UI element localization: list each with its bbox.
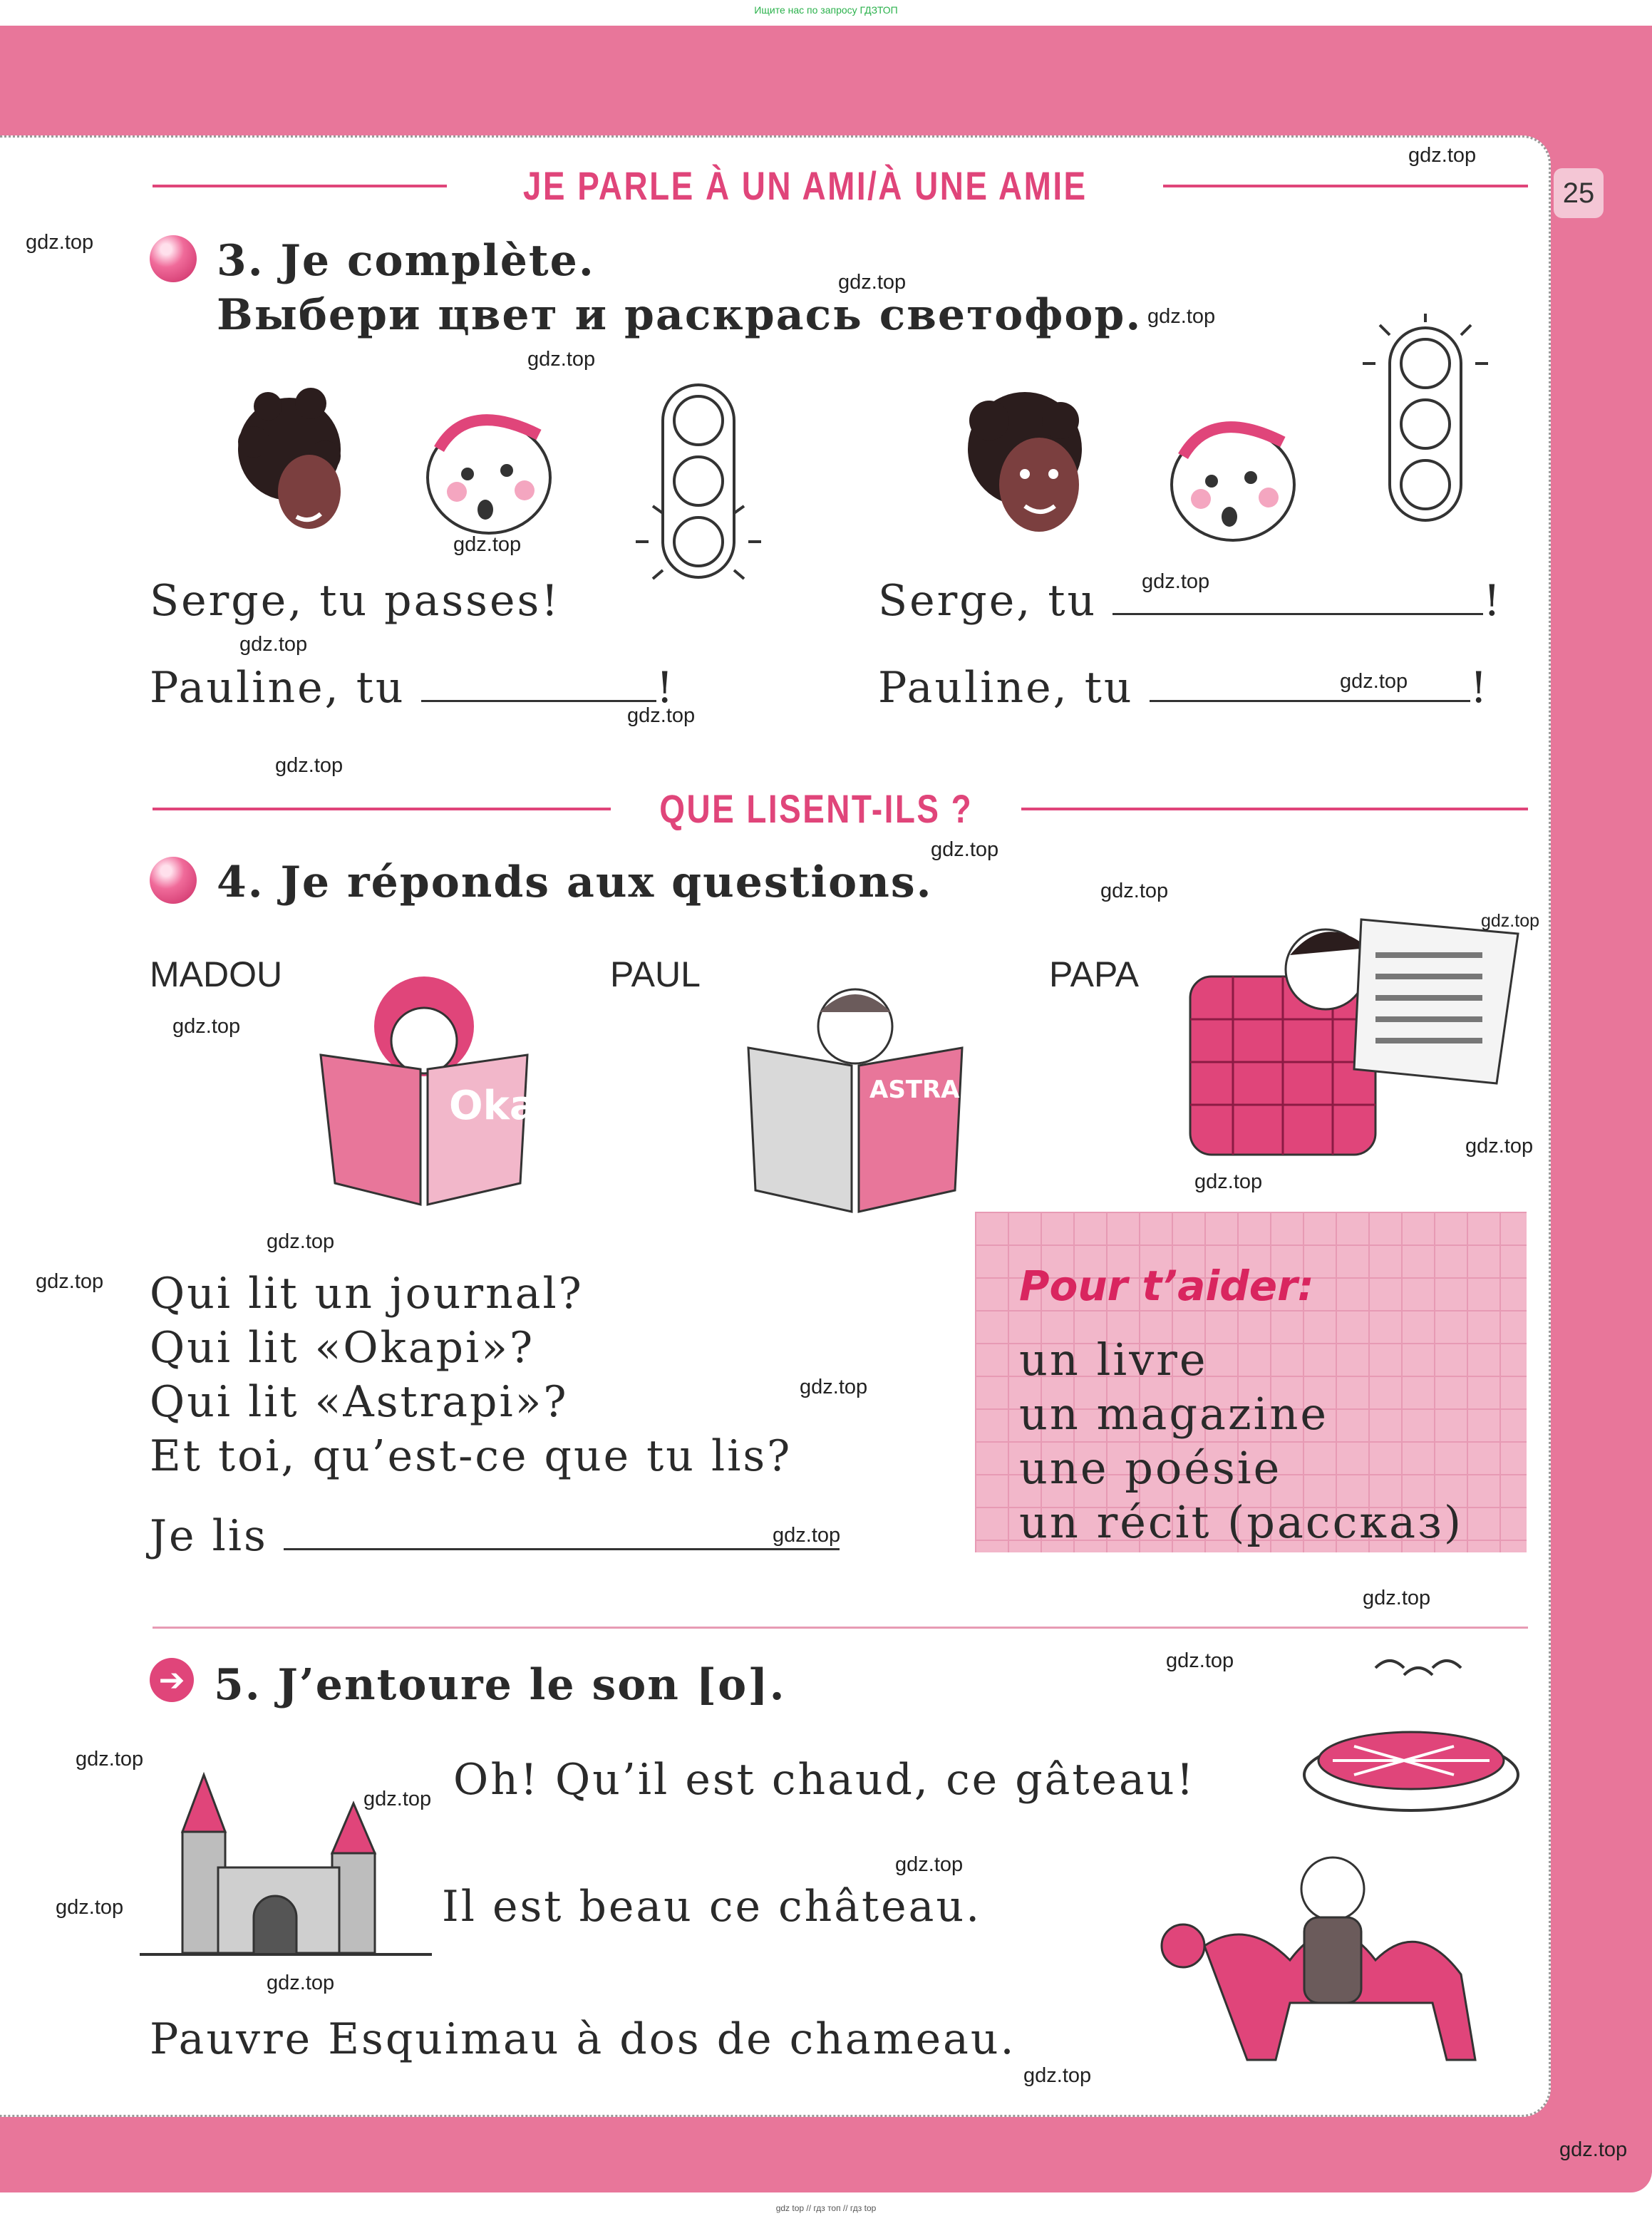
top-note: Ищите нас по запросу ГДЗТОП: [754, 4, 898, 16]
header-line-right: [1163, 185, 1528, 187]
watermark: gdz.top: [1194, 1170, 1263, 1193]
watermark: gdz.top: [56, 1896, 124, 1919]
paul-reading-illustration: [741, 976, 987, 1219]
question-4: Et toi, qu’est-ce que tu lis?: [150, 1431, 793, 1481]
watermark: gdz.top: [1363, 1587, 1431, 1609]
aid-list: [1019, 1333, 1463, 1550]
watermark: gdz.top: [172, 1015, 241, 1038]
ex3-line-1-text: Serge, tu passes!: [150, 576, 561, 626]
watermark: gdz.top: [1408, 144, 1477, 167]
aid-item: un récit (рассказ): [1019, 1496, 1464, 1548]
watermark: gdz.top: [26, 231, 94, 254]
name-paul: PAUL: [610, 954, 701, 994]
exercise-3-header: [150, 234, 1142, 342]
okapi-cover-label: Okapi: [449, 1083, 579, 1129]
watermark: gdz.top: [1166, 1649, 1234, 1672]
exercise-3-title: 3. Je complète.: [217, 236, 595, 286]
pink-ball-icon: [150, 857, 197, 904]
ex3-blank-4[interactable]: [1150, 700, 1470, 702]
traffic-light-1-icon: [634, 378, 763, 592]
watermark: gdz.top: [239, 633, 308, 656]
answer-blank[interactable]: [284, 1548, 840, 1550]
madou-reading-illustration: [306, 969, 579, 1212]
header-line-left: [153, 808, 611, 810]
boy-face-illustration: [418, 399, 560, 542]
bottom-note: gdz top // гдз топ // гдз top: [775, 2203, 877, 2213]
watermark: gdz.top: [363, 1788, 432, 1810]
watermark: gdz.top: [773, 1524, 841, 1547]
exercise-3-instruction: Выбери цвет и раскрась светофор.: [217, 290, 1142, 340]
exercise-4-title: 4. Je réponds aux questions.: [217, 857, 933, 907]
watermark: gdz.top: [1023, 2064, 1092, 2087]
header-line-left: [153, 185, 447, 187]
papa-reading-illustration: [1183, 905, 1525, 1162]
name-papa: PAPA: [1049, 954, 1139, 994]
ex3-blank-3[interactable]: [1112, 613, 1483, 615]
aid-item: un magazine: [1019, 1388, 1329, 1440]
watermark: gdz.top: [1465, 1135, 1534, 1158]
page-number: 25: [1554, 168, 1604, 218]
section-title: JE PARLE À UN AMI/À UNE AMIE: [522, 163, 1088, 208]
watermark: gdz.top: [1147, 305, 1216, 328]
ex3-line-3-suffix: !: [1483, 576, 1503, 626]
watermark: gdz.top: [267, 1972, 335, 1994]
watermark: gdz.top: [1340, 670, 1408, 693]
pink-ball-icon: [150, 235, 197, 282]
aid-title: Pour t’aider:: [1019, 1262, 1314, 1310]
section-title: QUE LISENT-ILS ?: [659, 786, 973, 831]
answer-prefix: Je lis: [150, 1511, 268, 1561]
name-madou: MADOU: [150, 954, 283, 994]
watermark: gdz.top: [1481, 911, 1540, 931]
sentence-3[interactable]: Pauvre Esquimau à dos de chameau.: [150, 2014, 1016, 2064]
answer-line: [150, 1511, 840, 1561]
watermark: gdz.top: [800, 1376, 868, 1398]
question-2: Qui lit «Okapi»?: [150, 1323, 535, 1373]
watermark: gdz.top: [895, 1853, 964, 1876]
watermark: gdz.top: [275, 754, 344, 777]
sentence-1[interactable]: Oh! Qu’il est chaud, ce gâteau!: [453, 1755, 1196, 1805]
ex3-line-1: [150, 576, 560, 626]
header-line-right: [1021, 808, 1528, 810]
astrapi-cover-label: ASTRAPI: [869, 1076, 987, 1104]
ex3-line-4-text: Pauline, tu: [878, 663, 1134, 713]
watermark: gdz.top: [838, 271, 907, 294]
boy-face-illustration-2: [1162, 406, 1304, 549]
watermark: gdz.top: [36, 1270, 104, 1293]
question-1: Qui lit un journal?: [150, 1269, 584, 1319]
watermark: gdz.top: [931, 838, 999, 861]
girl-face-illustration-2: [954, 378, 1096, 556]
exercise-5-header: [150, 1658, 785, 1712]
cake-illustration: [1297, 1654, 1525, 1825]
ex3-line-3-text: Serge, tu: [878, 576, 1098, 626]
ex3-line-4-suffix: !: [1470, 663, 1490, 713]
aid-item: une poésie: [1019, 1442, 1282, 1494]
ex3-blank-2[interactable]: [421, 700, 656, 702]
exercise-4-header: [150, 855, 933, 909]
ex3-line-2-text: Pauline, tu: [150, 663, 406, 713]
arrow-right-icon: ➔: [150, 1658, 194, 1702]
watermark: gdz.top: [1100, 880, 1169, 902]
sentence-2[interactable]: Il est beau ce château.: [442, 1882, 982, 1932]
watermark: gdz.top: [1142, 570, 1210, 593]
eskimo-camel-illustration: [1140, 1846, 1525, 2081]
watermark: gdz.top: [267, 1230, 335, 1253]
section-header-que-lisent: [153, 785, 1528, 832]
section-header-je-parle: [153, 163, 1528, 209]
watermark: gdz.top: [76, 1748, 144, 1771]
watermark: gdz.top: [1559, 2138, 1628, 2161]
watermark: gdz.top: [453, 533, 522, 556]
section-divider: [153, 1627, 1528, 1629]
ex3-line-2-suffix: !: [656, 663, 676, 713]
traffic-light-2-icon: [1361, 314, 1490, 527]
exercise-5-title: 5. J’entoure le son [o].: [214, 1660, 786, 1710]
question-3: Qui lit «Astrapi»?: [150, 1377, 569, 1427]
girl-face-illustration: [225, 378, 353, 556]
watermark: gdz.top: [627, 704, 696, 727]
ex3-line-2: [150, 663, 676, 713]
aid-item: un livre: [1019, 1334, 1208, 1386]
watermark: gdz.top: [527, 348, 596, 371]
